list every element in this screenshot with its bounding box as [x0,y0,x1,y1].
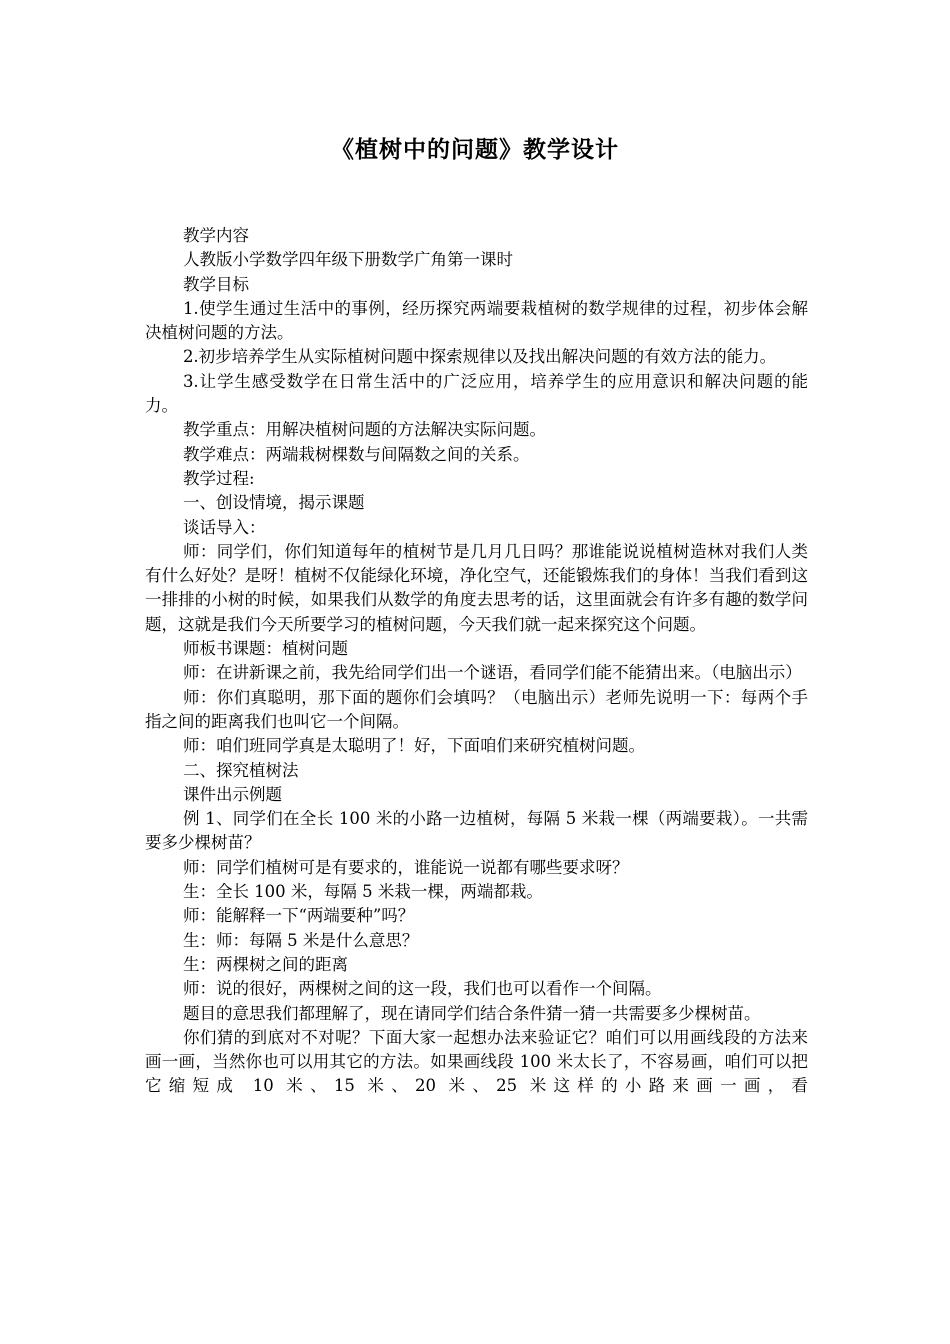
paragraph: 师：在讲新课之前，我先给同学们出一个谜语，看同学们能不能猜出来。（电脑出示） [182,663,802,683]
paragraph: 师板书课题：植树问题 [182,639,348,659]
paragraph-section-heading: 教学内容 [182,226,249,245]
paragraph: 人教版小学数学四年级下册数学广角第一课时 [182,250,513,270]
paragraph: 师：同学们，你们知道每年的植树节是几月几日吗？那谁能说说植树造林对我们人类有什么好处？是呀！植树不仅能绿化环境，净化空气，还能锻炼我们的身体！当我们看到这一排排的小树的时候，如果我们从数学的角度去思考的话，这里面就会有许多有趣的数学问题，这就是我们今天所要学习的植树问题，今天我们就一起来探究这个问题。 [145,541,808,634]
document-body [145,224,808,1099]
paragraph: 你们猜的到底对不对呢？下面大家一起想办法来验证它？咱们可以用画线段的方法来画一画，当然你也可以用其它的方法。如果画线段 100 米太长了，不容易画，咱们可以把它缩短成 10 米、15 米、20 米、25 米这样的小路来画一画，看 [145,1027,808,1096]
paragraph-section-heading: 一、创设情境，揭示课题 [182,493,365,513]
paragraph: 谈话导入： [182,517,266,537]
paragraph-section-heading: 教学过程: [182,468,255,488]
paragraph-section-heading: 二、探究植树法 [182,760,299,780]
paragraph: 生：师：每隔 5 米是什么意思？ [182,930,419,950]
paragraph: 师：同学们植树可是有要求的，谁能说一说都有哪些要求呀？ [182,857,629,877]
paragraph: 师：你们真聪明，那下面的题你们会填吗？（电脑出示）老师先说明一下：每两个手指之间的距离我们也叫它一个间隔。 [145,687,808,731]
paragraph: 师：说的很好，两棵树之间的这一段，我们也可以看作一个间隔。 [182,979,662,999]
paragraph: 课件出示例题 [182,784,282,804]
paragraph: 例 1、同学们在全长 100 米的小路一边植树，每隔 5 米栽一棵（两端要栽）。一共需要多少棵树苗？ [145,809,808,853]
paragraph: 师：咱们班同学真是太聪明了！好，下面咱们来研究植树问题。 [182,736,645,756]
paragraph: 题目的意思我们都理解了，现在请同学们结合条件猜一猜一共需要多少棵树苗。 [182,1003,761,1023]
paragraph: 教学难点：两端栽树棵数与间隔数之间的关系。 [182,444,530,464]
paragraph: 生：全长 100 米，每隔 5 米栽一棵，两端都栽。 [182,882,543,902]
paragraph: 3.让学生感受数学在日常生活中的广泛应用，培养学生的应用意识和解决问题的能力。 [145,371,808,416]
paragraph-section-heading: 教学目标 [182,274,249,294]
paragraph: 2.初步培养学生从实际植树问题中探索规律以及找出解决问题的有效方法的能力。 [182,347,777,367]
paragraph: 师：能解释一下“两端要种”吗？ [182,906,415,926]
paragraph: 生：两棵树之间的距离 [182,954,348,974]
paragraph: 1.使学生通过生活中的事例，经历探究两端要栽植树的数学规律的过程，初步体会解决植树问题的方法。 [145,298,808,343]
paragraph: 教学重点：用解决植树问题的方法解决实际问题。 [182,420,546,440]
document-title: 《植树中的问题》教学设计 [331,136,619,163]
